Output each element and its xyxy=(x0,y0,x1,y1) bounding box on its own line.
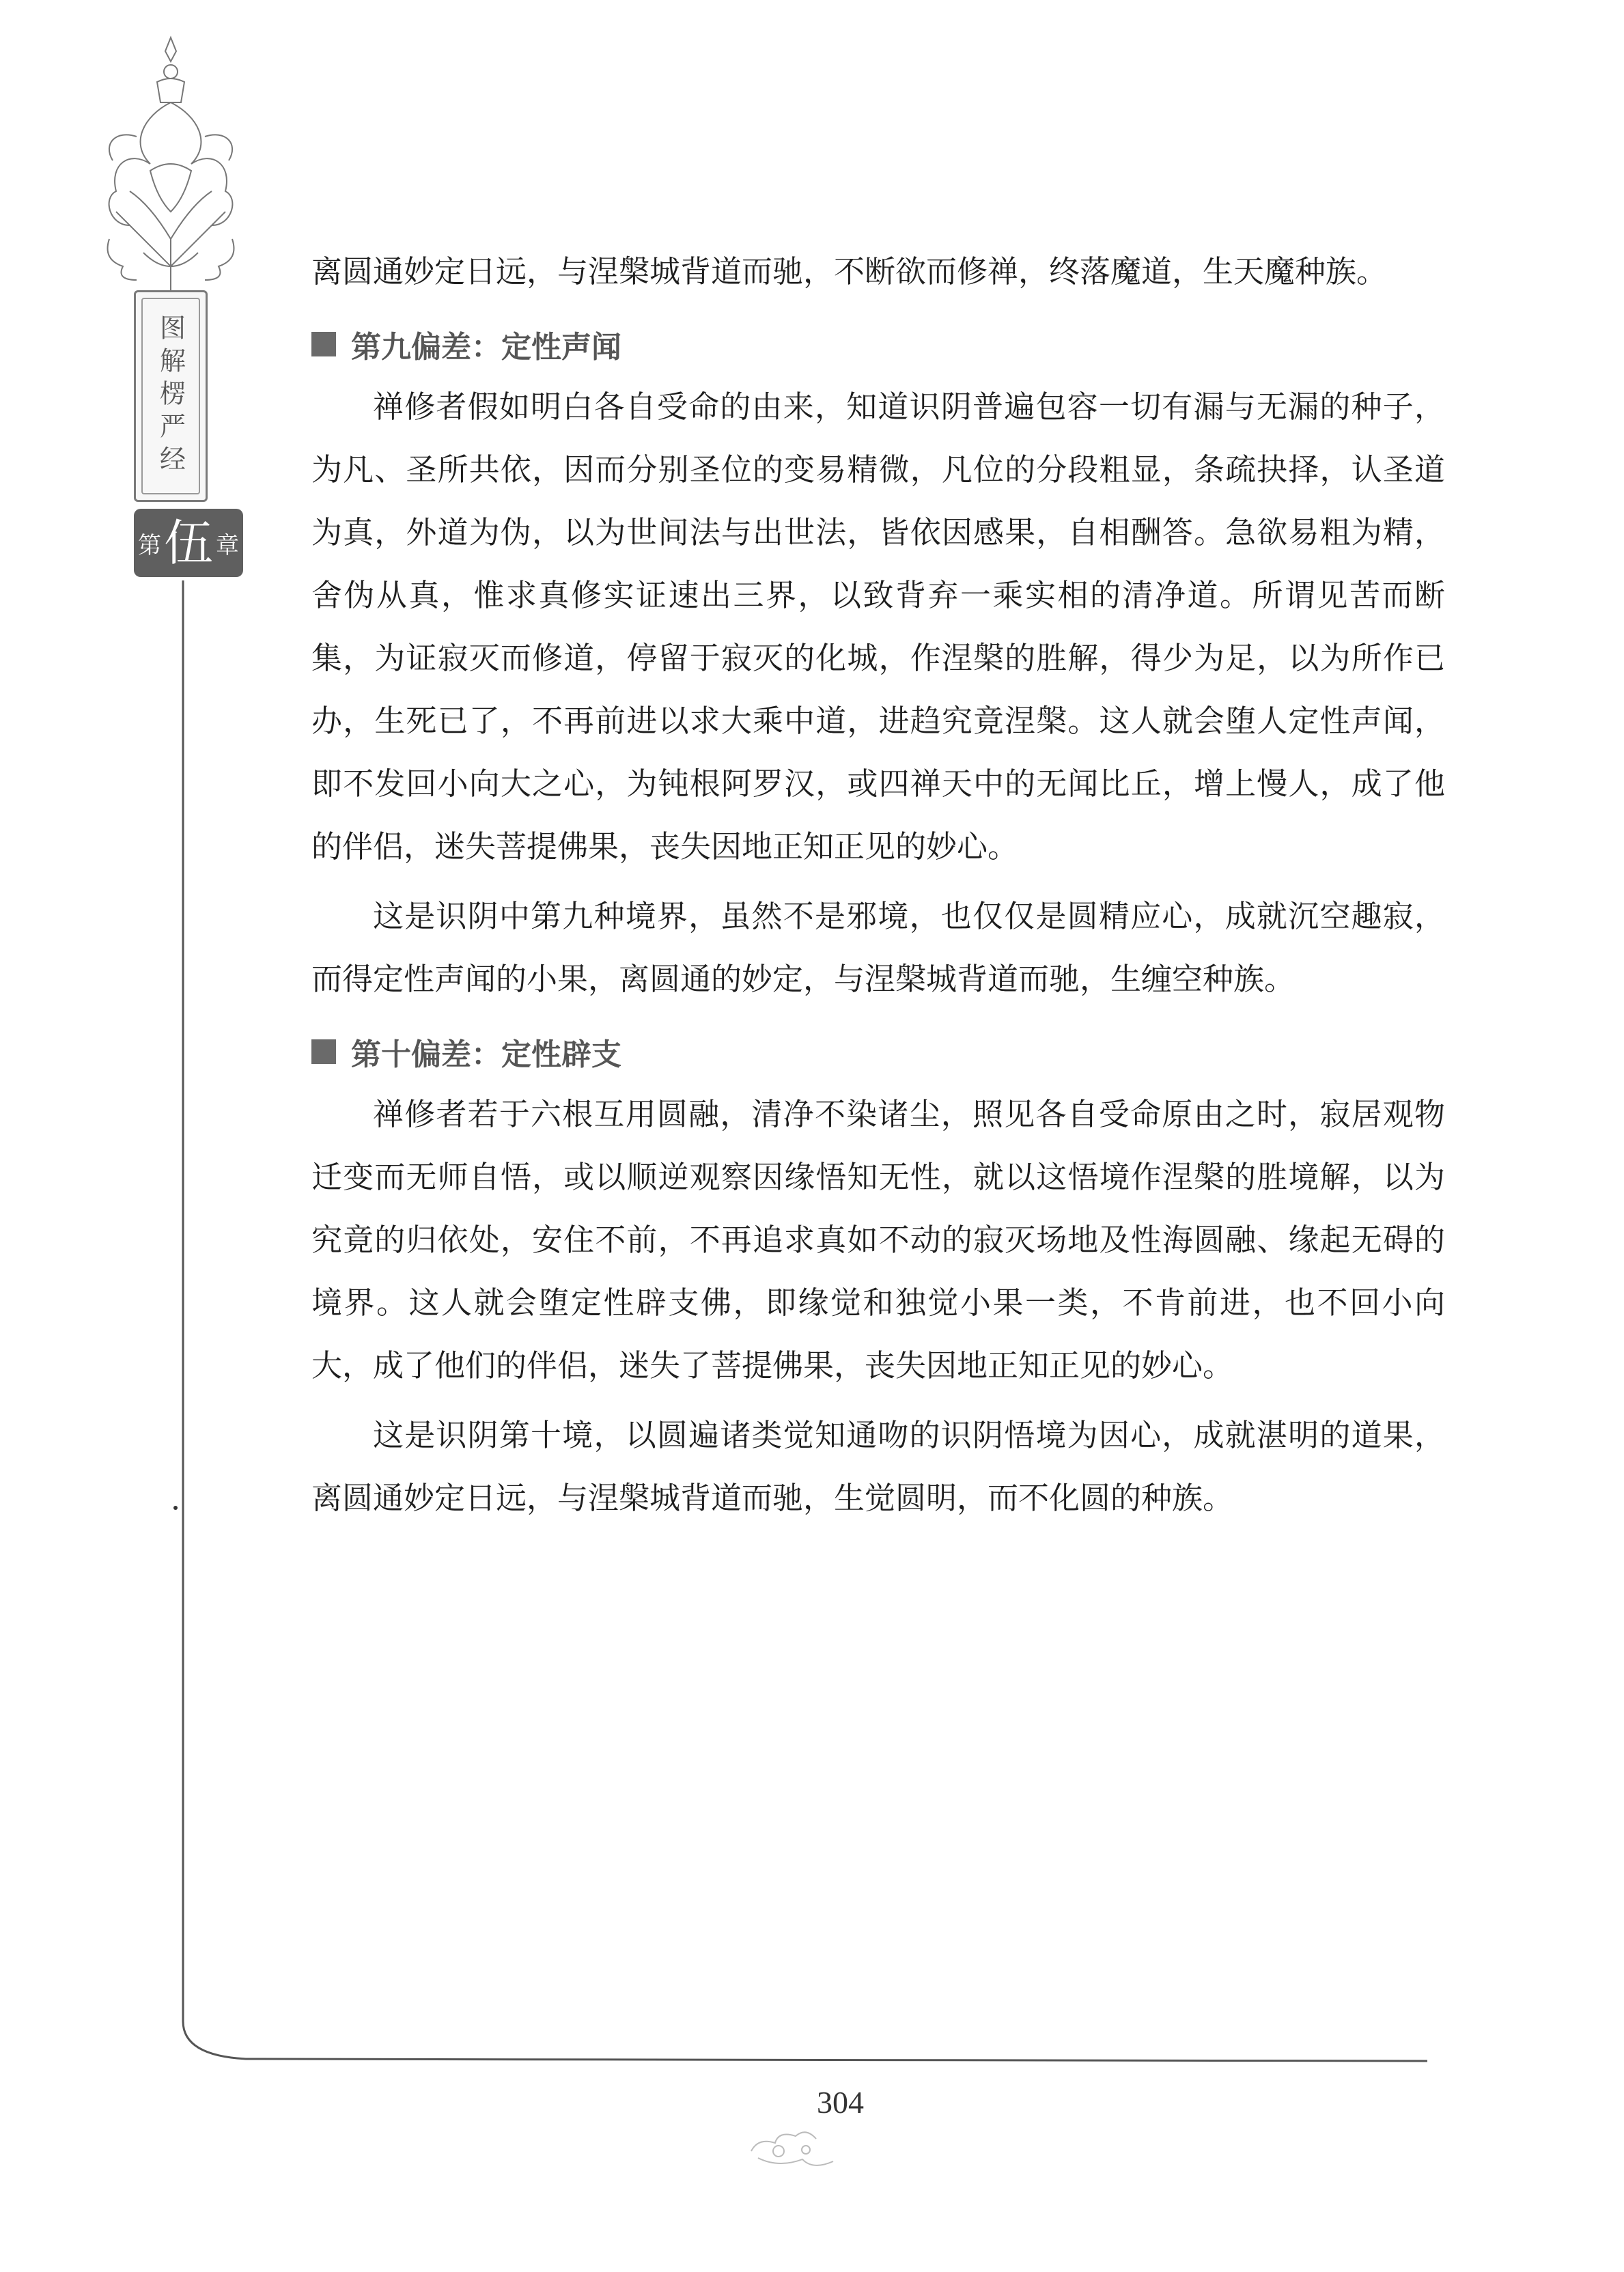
book-title-tab xyxy=(134,290,208,502)
body-paragraph: 这是识阴中第九种境界，虽然不是邪境，也仅仅是圆精应心，成就沉空趣寂，而得定性声闻的小果，离圆通的妙定，与涅槃城背道而驰，生缠空种族。 xyxy=(311,898,1445,997)
section-heading-text: 第十偏差：定性辟支 xyxy=(351,1037,621,1072)
section-heading-9 xyxy=(311,313,1445,376)
chapter-number: 伍 xyxy=(163,514,213,572)
margin-dot xyxy=(173,1506,178,1510)
book-title: 图解楞严经 xyxy=(155,314,186,478)
chapter-prefix: 第 xyxy=(137,531,161,559)
cloud-ornament-icon xyxy=(738,2103,895,2178)
heading-square-icon xyxy=(311,332,336,356)
body-paragraph: 禅修者假如明白各自受命的由来，知道识阴普遍包容一切有漏与无漏的种子，为凡、圣所共依，因而分别圣位的变易精微，凡位的分段粗显，条疏抉择，认圣道为真，外道为伪，以为世间法与出世法，皆依因感果，自相酬答。急欲易粗为精，舍伪从真，惟求真修实证速出三界，以致背弃一乘实相的清净道。所谓见苦而断集，为证寂灭而修道，停留于寂灭的化城，作涅槃的胜解，得少为足，以为所作已办，生死已了，不再前进以求大乘中道，进趋究竟涅槃。这人就会堕人定性声闻，即不发回小向大之心，为钝根阿罗汉，或四禅天中的无闻比丘，增上慢人，成了他的伴侣，迷失菩提佛果，丧失因地正知正见的妙心。 xyxy=(311,389,1445,865)
section-heading-text: 第九偏差：定性声闻 xyxy=(351,330,621,365)
continuation-paragraph: 离圆通妙定日远，与涅槃城背道而驰，不断欲而修禅，终落魔道，生天魔种族。 xyxy=(311,253,1388,290)
body-paragraph: 禅修者若于六根互用圆融，清净不染诸尘，照见各自受命原由之时，寂居观物迁变而无师自悟，或以顺逆观察因缘悟知无性，就以这悟境作涅槃的胜境解，以为究竟的归依处，安住不前，不再追求真如不动的寂灭场地及性海圆融、缘起无碍的境界。这人就会堕定性辟支佛，即缘觉和独觉小果一类，不肯前进，也不回小向大，成了他们的伴侣，迷失了菩提佛果，丧失因地正知正见的妙心。 xyxy=(311,1096,1445,1384)
heading-square-icon xyxy=(311,1039,336,1064)
lotus-ornament-icon xyxy=(89,34,253,307)
chapter-suffix: 章 xyxy=(216,531,239,559)
chapter-tab xyxy=(134,509,243,577)
section-heading-10 xyxy=(311,1020,1445,1083)
body-paragraph: 这是识阴第十境，以圆遍诸类觉知通吻的识阴悟境为因心，成就湛明的道果，离圆通妙定日远，与涅槃城背道而驰，生觉圆明，而不化圆的种族。 xyxy=(311,1417,1445,1516)
page-number: 304 xyxy=(817,2085,864,2120)
main-content xyxy=(311,240,1445,1530)
